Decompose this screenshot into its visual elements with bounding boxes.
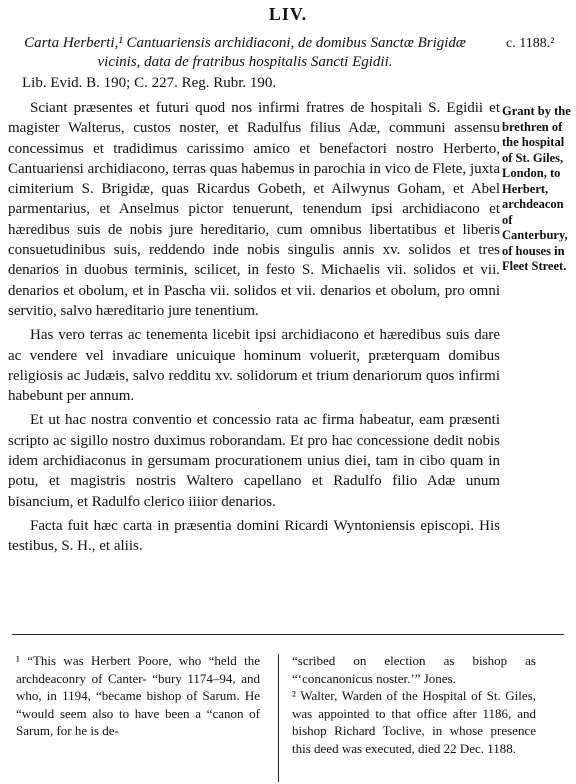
charter-body [8,98,500,561]
footnote-2: ² Walter, Warden of the Hospital of St. Giles, was appointed to that office after 1186, and bishop Richard Toclive, in whose presence this deed was executed, died 22 Dec. 1188. [292,688,536,756]
footnote-divider [12,634,564,635]
charter-number: LIV. [268,4,308,24]
body-paragraph: Et ut hac nostra conventio et concessio rata ac firma habeatur, eam præsenti scripto ac sigillo nostro duximus roborandam. Et pro hac concessione dedit nobis idem archidiaconus in gersumam procurationem unius diei, tam in cibo quam in potu, et magistris nostris Waltero capellano et Radulfo filio Adæ unum bisancium, et Radulfo clerico iiiior denarios. [8,412,500,510]
charter-references: Lib. Evid. B. 190; C. 227. Reg. Rubr. 190. [22,75,277,91]
footnote-left-column [16,652,260,740]
footnote-1: ¹ “This was Herbert Poore, who “held the archdeaconry of Canter- “bury 1174–94, and who, in 1194, “became bishop of Sarum. He “would seem also to have been a “canon of Sarum, for he is de- [16,653,260,738]
charter-title: Carta Herberti,¹ Cantuariensis archidiaconi, de domibus Sanctæ Brigidæ vicinis, data de fratribus hospitalis Sancti Egidii. [24,35,466,70]
column-divider [278,654,279,782]
footnote-1-continued: “scribed on election as bishop as “‘concanonicus noster.’” Jones. [292,653,536,686]
charter-date: c. 1188.² [506,36,555,51]
footnote-right-column [292,652,536,757]
margin-note: Grant by the brethren of the hospital of St. Giles, London, to Herbert, archdeacon of Canterbury, of houses in Fleet Street. [502,104,571,273]
body-paragraph: Has vero terras ac tenementa licebit ipsi archidiacono et hæredibus suis dare ac vendere vel invadiare unicuique hominum voluerit, præterquam domibus religiosis ac Judæis, salvo redditu xv. solidorum et trium denariorum quos infirmi habebunt per annum. [8,327,500,405]
body-paragraph: Facta fuit hæc carta in præsentia domini Ricardi Wyntoniensis episcopi. His testibus, S. H., et aliis. [8,517,500,555]
body-paragraph: Sciant præsentes et futuri quod nos infirmi fratres de hospitali S. Egidii et magister Walterus, custos noster, et Radulfus filius Adæ, communi assensu concessimus et tradidimus carissimo amico et benefactori nostro Herberto, Cantuariensi archidiacono, terras quas habemus in parochia in vico de Flete, juxta cimiterium S. Brigidæ, quas Ricardus Gobeth, et Ailwynus Goham, et Abel parmentarius, et Anselmus pictor tenuerunt, tenendum ipsi archidiacono et hæredibus suis de nobis jure hereditario, cum omnibus libertatibus et liberis consuetudinibus suis, reddendo inde nobis singulis annis xv. solidos et tres denarios in duobus terminis, scilicet, in festo S. Michaelis vii. solidos et vii. denarios et obolum, et in Pascha vii. solidos et vii. denarios et obolum, pro omni servitio, salvo hæreditario jure tenentium. [8,100,500,319]
